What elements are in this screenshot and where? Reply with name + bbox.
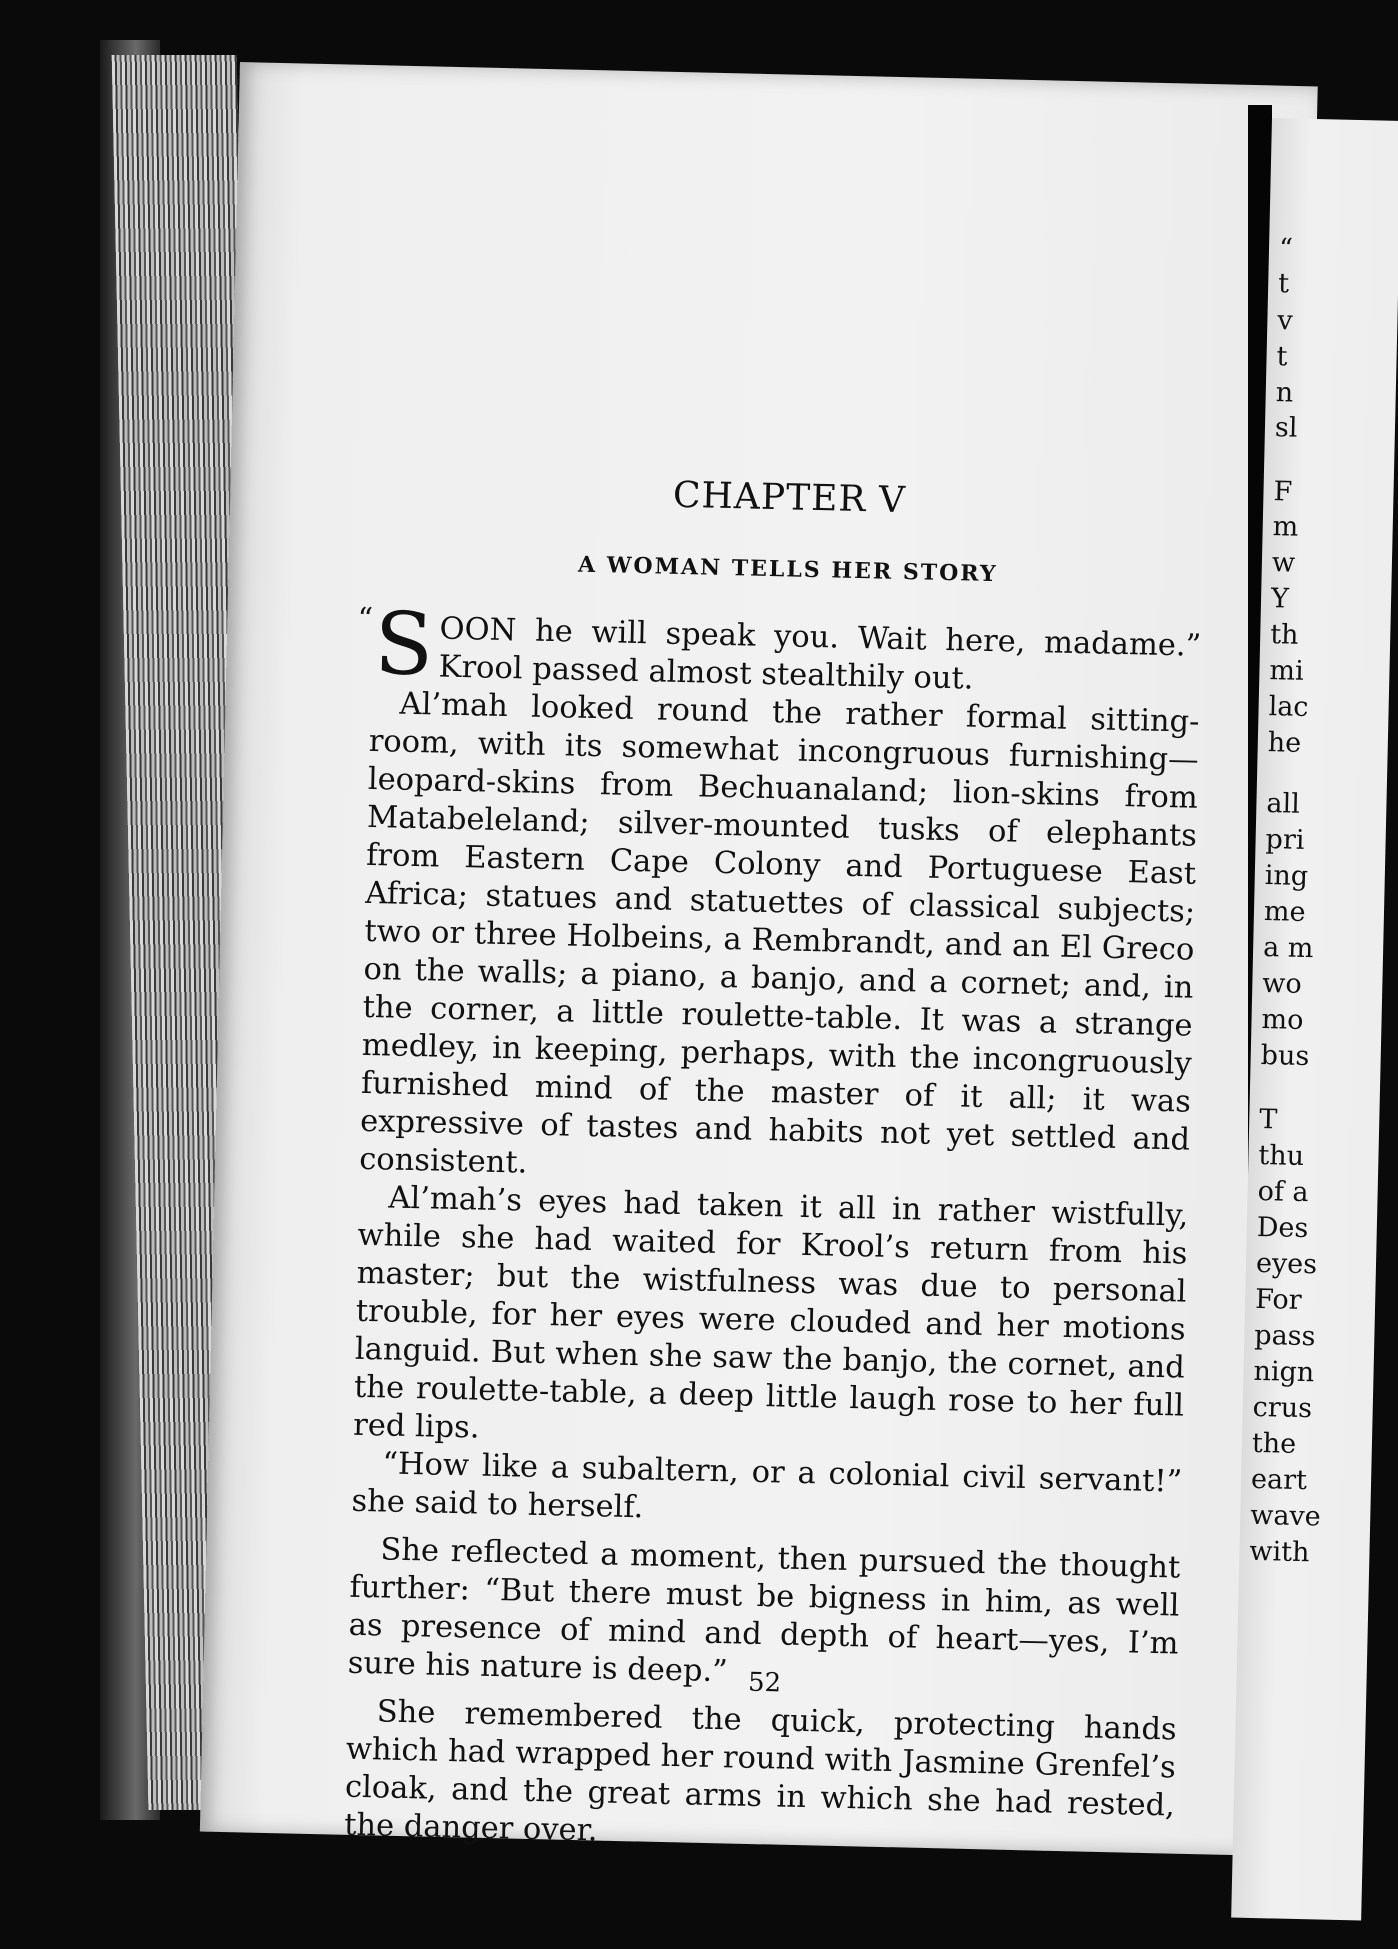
page-text-block xyxy=(344,468,1205,1863)
facing-page-line: the xyxy=(1251,1427,1297,1460)
facing-page-line: nign xyxy=(1253,1355,1315,1389)
facing-page-line: mo xyxy=(1261,1003,1304,1036)
facing-page-line: Des xyxy=(1256,1211,1309,1245)
facing-page-line: he xyxy=(1267,727,1302,759)
opening-quote: “ xyxy=(357,601,374,637)
chapter-subtitle: A WOMAN TELLS HER STORY xyxy=(577,551,998,588)
paragraph: She reflected a moment, then pursued the thought further: “But there must be bigness in him, as well as presence of mind and depth of heart—yes, I’m sure his nature is deep.” xyxy=(347,1532,1181,1690)
facing-page-line: thu xyxy=(1258,1139,1305,1172)
facing-page-line: me xyxy=(1263,896,1306,928)
facing-page-line: of a xyxy=(1257,1175,1309,1209)
paragraph: Al’mah looked round the rather formal sitting-room, with its somewhat incongruous furnishing—leopard-skins from Bechuanaland; lion-skins from Matabeleland; silver-mounted tusks of elephants from Eastern Cape Colony and Portuguese East Africa; statues and statuettes of classical subjects; two or three Holbeins, a Rembrandt, and an El Greco on the walls; a piano, a banjo, and a cornet; and, in the corner, a little roulette-table. It was a strange medley, in keeping, perhaps, with the incongruously furnished mind of the master of it all; it was expressive of tastes and habits not yet settled and consistent. xyxy=(358,686,1200,1181)
facing-page-line: “ xyxy=(1278,233,1294,265)
facing-page-line: lac xyxy=(1268,691,1309,723)
paragraph-text: OON he will speak you. Wait here, madame.” Krool passed almost stealthily out. xyxy=(438,611,1202,697)
drop-cap: S xyxy=(373,594,435,696)
facing-page-line: F xyxy=(1273,476,1293,508)
facing-page-line: w xyxy=(1271,547,1296,579)
facing-page-line: all xyxy=(1266,788,1301,820)
facing-page-line: eart xyxy=(1250,1463,1308,1497)
facing-page-line: th xyxy=(1269,619,1299,651)
facing-page-line: wo xyxy=(1262,968,1303,1000)
facing-page-line: eyes xyxy=(1255,1247,1318,1281)
facing-page-line: with xyxy=(1249,1535,1310,1569)
facing-page-line: T xyxy=(1258,1103,1278,1136)
paragraph: She remembered the quick, protecting hands which had wrapped her round with Jasmine Grenfel’s cloak, and the great arms in which she had rested, the danger over. xyxy=(343,1694,1177,1849)
facing-page-line: v xyxy=(1277,305,1294,337)
paragraph: Al’mah’s eyes had taken it all in rather wistfully, while she had waited for Krool’s return from his master; but the wistfulness was due to personal trouble, for her eyes were clouded and her motions languid. But when she saw the banjo, the cornet, and the roulette-table, a deep little laugh rose to her full red lips. xyxy=(352,1180,1189,1446)
facing-page-line: mi xyxy=(1269,655,1305,687)
facing-page-line: wave xyxy=(1249,1499,1322,1533)
facing-page-line: t xyxy=(1277,268,1290,300)
facing-page-line: a m xyxy=(1262,932,1314,965)
facing-page-line: t xyxy=(1276,341,1288,373)
facing-page-line: ing xyxy=(1264,860,1309,893)
paragraph: “How like a subaltern, or a colonial civil servant!” she said to herself. xyxy=(351,1446,1183,1526)
facing-page-line: sl xyxy=(1274,412,1298,444)
facing-page-line: pass xyxy=(1254,1319,1316,1353)
facing-page-line: m xyxy=(1272,511,1299,543)
facing-page-line: bus xyxy=(1260,1039,1310,1073)
page-number: 52 xyxy=(747,1667,782,1699)
chapter-title: CHAPTER V xyxy=(672,474,907,522)
facing-page-line: pri xyxy=(1265,824,1305,856)
facing-page-line: Y xyxy=(1270,583,1290,615)
facing-page-line: For xyxy=(1254,1283,1302,1316)
facing-page-line: n xyxy=(1275,377,1294,409)
facing-page-line: crus xyxy=(1252,1391,1313,1425)
